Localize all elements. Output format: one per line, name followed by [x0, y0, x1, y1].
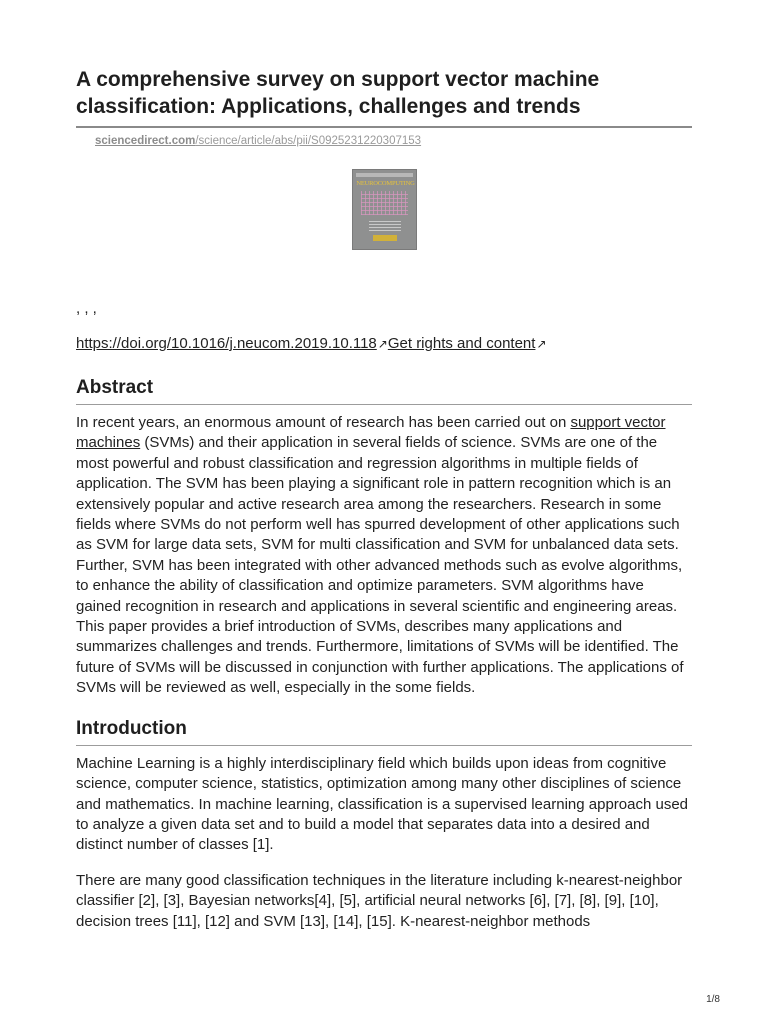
article-title: A comprehensive survey on support vector machine classification: Applications, challenges and trends: [76, 68, 600, 118]
abstract-text-rest: (SVMs) and their application in several fields of science. SVMs are one of the most powerful and robust classification and regression algorithms in multiple fields of application. The SVM has been playing a significant role in pattern recognition which is an extensively popular and active research area among the researchers. Research in some fields where SVMs do not perform well has spurred development of other applications such as SVM for large data sets, SVM for multi classification and SVM for unbalanced data sets. Further, SVM has been integrated with other advanced methods such as evolve algorithms, to enhance the ability of classification and optimize parameters. SVM algorithms have gained recognition in research and applications in several scientific and engineering areas. This paper provides a brief introduction of SVMs, describes many applications and summarizes challenges and trends. Furthermore, limitations of SVMs will be identified. The future of SVMs will be discussed in conjunction with further applications. The applications of SVMs will be reviewed as well, especially in the some fields.: [76, 434, 684, 697]
author-list: , , ,: [76, 300, 97, 317]
source-domain[interactable]: sciencedirect.com: [95, 135, 196, 147]
source-url[interactable]: [95, 134, 692, 148]
cover-text-lines: [369, 221, 401, 233]
cover-publisher-tag: [373, 235, 397, 241]
intro-paragraph-1: Machine Learning is a highly interdisciplinary field which builds upon ideas from cognitive science, computer science, statistics, optimization among many other disciplines of science and mathematics. In machine learning, classification is a supervised learning approach used to analyze a given data set and to build a model that separates data into a desired and distinct number of classes [1].: [76, 754, 689, 854]
cover-grid-pattern: [361, 191, 408, 215]
svm-link[interactable]: support vector machines: [76, 414, 666, 452]
intro-paragraph-2: There are many good classification techniques in the literature including k-nearest-neighbor classifier [2], [3], Bayesian networks[4], [5], artificial neural networks [6], [7], [8], [9], [10], decision trees [11], [12] and SVM [13], [14], [15]. K-nearest-neighbor methods: [76, 871, 683, 930]
external-link-icon[interactable]: ↗: [377, 337, 388, 351]
rights-link[interactable]: Get rights and content: [387, 335, 536, 352]
cover-top-strip: [356, 173, 413, 177]
external-link-icon[interactable]: ↗: [536, 337, 547, 351]
source-path[interactable]: /science/article/abs/pii/S0925231220307153: [195, 135, 422, 147]
page-number: 1/8: [706, 994, 720, 1005]
title-divider: [76, 126, 692, 128]
article-links: [76, 334, 692, 354]
abstract-text-start: In recent years, an enormous amount of research has been carried out on: [76, 414, 571, 431]
journal-cover-image: [352, 169, 417, 250]
abstract-text: [76, 413, 692, 699]
introduction-heading: Introduction: [76, 717, 692, 746]
article-page: [76, 0, 692, 932]
cover-journal-name: NEUROCOMPUTING: [356, 180, 415, 187]
doi-link[interactable]: https://doi.org/10.1016/j.neucom.2019.10.118: [76, 335, 377, 352]
abstract-heading: Abstract: [76, 376, 692, 405]
cover-container: [76, 148, 692, 268]
